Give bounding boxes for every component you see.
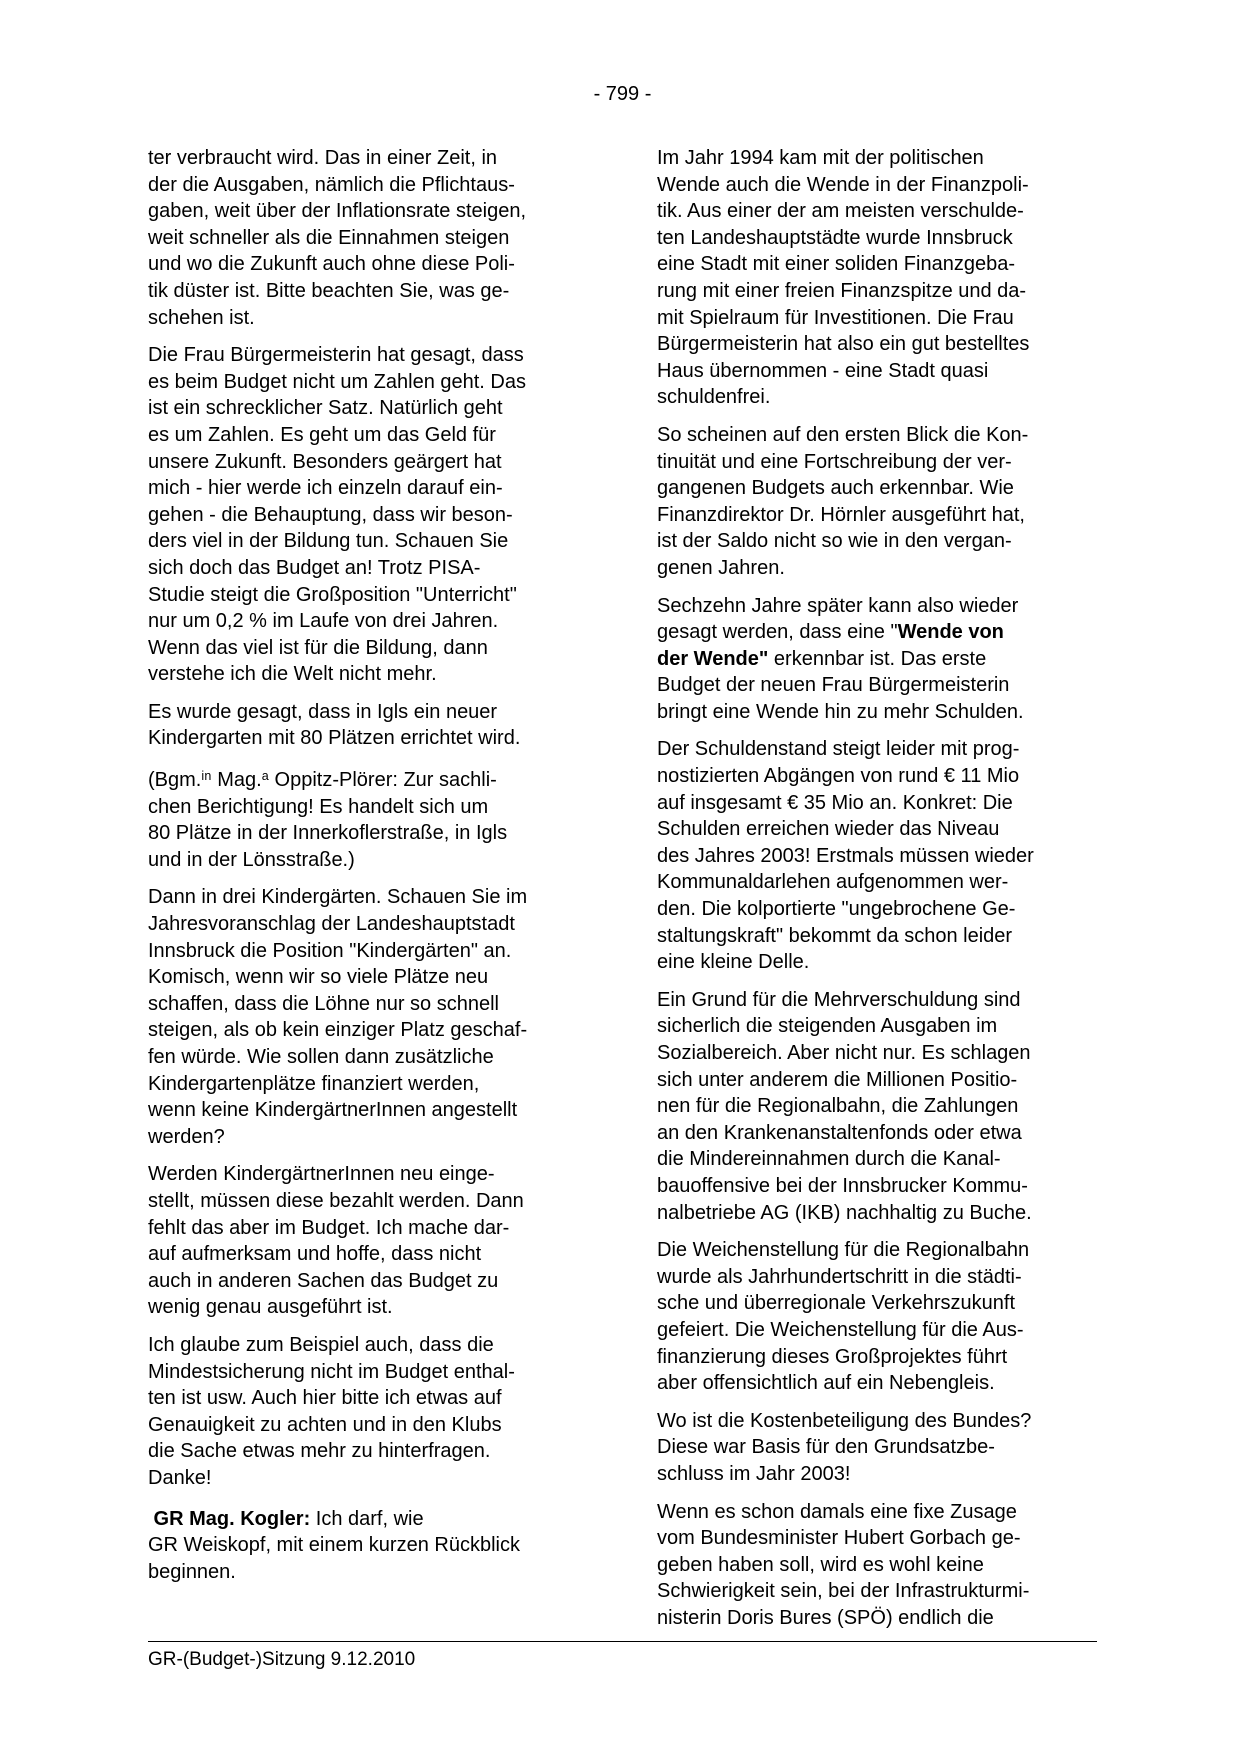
text-run: es beim Budget nicht um Zahlen geht. Das (148, 370, 526, 393)
text-run: Die Weichenstellung für die Regionalbahn (657, 1239, 1030, 1262)
text-line (657, 1067, 1094, 1094)
text-run: bauoffensive bei der Innsbrucker Kommu- (657, 1174, 1028, 1197)
text-line (657, 1525, 1094, 1552)
text-line (657, 1434, 1094, 1461)
text-columns (148, 145, 1094, 1642)
text-run: steigen, als ob kein einziger Platz geschaf- (148, 1019, 528, 1042)
text-line (148, 763, 585, 794)
text-run: Ich glaube zum Beispiel auch, dass die (148, 1333, 494, 1356)
text-line (148, 1332, 585, 1359)
text-line (148, 608, 585, 635)
text-run: sich doch das Budget an! Trotz PISA- (148, 556, 481, 579)
text-line (148, 964, 585, 991)
text-line (148, 449, 585, 476)
text-line (657, 384, 1094, 411)
text-line (148, 395, 585, 422)
text-line (148, 1071, 585, 1098)
bold-text-run: GR Mag. Kogler: (148, 1507, 311, 1530)
text-run: aber offensichtlich auf ein Nebengleis. (657, 1372, 995, 1395)
text-line (657, 923, 1094, 950)
text-run: fen würde. Wie sollen dann zusätzliche (148, 1046, 494, 1068)
text-run: und wo die Zukunft auch ohne diese Poli- (148, 253, 515, 276)
bold-text-run: der Wende" (657, 647, 769, 670)
text-line (148, 699, 585, 726)
text-line (657, 736, 1094, 763)
text-line (148, 145, 585, 172)
text-run: auf insgesamt € 35 Mio an. Konkret: Die (657, 791, 1013, 814)
text-run: Ich darf, wie (310, 1507, 424, 1530)
footer-session-label: GR-(Budget-)Sitzung 9.12.2010 (148, 1649, 416, 1670)
text-run: nen für die Regionalbahn, die Zahlungen (657, 1095, 1019, 1118)
text-run: Mag. (211, 769, 262, 792)
text-line (657, 1264, 1094, 1291)
text-line (148, 1385, 585, 1412)
text-run: schuldenfrei. (657, 386, 771, 409)
text-line (148, 422, 585, 449)
text-run: gangenen Budgets auch erkennbar. Wie (657, 477, 1014, 500)
text-line (148, 1412, 585, 1439)
text-line (657, 198, 1094, 225)
paragraph (148, 699, 585, 752)
text-line (148, 251, 585, 278)
paragraph (657, 1499, 1094, 1632)
text-run: Es wurde gesagt, dass in Igls ein neuer (148, 700, 498, 723)
text-run: an den Krankenanstaltenfonds oder etwa (657, 1121, 1022, 1144)
text-line (148, 1188, 585, 1215)
text-line (657, 699, 1094, 726)
text-line (657, 1317, 1094, 1344)
text-run: geben haben soll, wird es wohl keine (657, 1553, 984, 1576)
text-line (657, 1173, 1094, 1200)
text-run: chen Berichtigung! Es handelt sich um (148, 795, 489, 818)
text-line (657, 1552, 1094, 1579)
text-line (657, 502, 1094, 529)
text-run: unsere Zukunft. Besonders geärgert hat (148, 450, 502, 473)
text-run: Oppitz-Plörer: Zur sachli- (268, 769, 497, 792)
text-run: Dann in drei Kindergärten. Schauen Sie im (148, 886, 528, 909)
text-line (657, 225, 1094, 252)
text-line (657, 331, 1094, 358)
text-line (657, 869, 1094, 896)
text-line (148, 278, 585, 305)
text-run: stellt, müssen diese bezahlt werden. Dann (148, 1189, 524, 1212)
text-line (657, 1408, 1094, 1435)
text-line (657, 1370, 1094, 1397)
text-run: ders viel in der Bildung tun. Schauen Sie (148, 530, 509, 553)
superscript-run: a (261, 769, 269, 784)
text-run: wurde als Jahrhundertschritt in die städti- (657, 1265, 1022, 1288)
text-line (148, 911, 585, 938)
text-line (148, 555, 585, 582)
text-run: Der Schuldenstand steigt leider mit prog- (657, 738, 1020, 761)
text-line (148, 1124, 585, 1151)
text-line (657, 528, 1094, 555)
text-line (148, 528, 585, 555)
text-run: des Jahres 2003! Erstmals müssen wieder (657, 844, 1034, 867)
paragraph (148, 1161, 585, 1321)
text-run: Kindergartenplätze finanziert werden, (148, 1072, 480, 1095)
text-run: GR Weiskopf, mit einem kurzen Rückblick (148, 1534, 520, 1557)
text-run: erkennbar ist. Das erste (768, 647, 987, 670)
text-run: gaben, weit über der Inflationsrate steigen, (148, 200, 527, 223)
text-line (657, 172, 1094, 199)
text-run: Die Frau Bürgermeisterin hat gesagt, dass (148, 344, 524, 367)
text-line (148, 198, 585, 225)
text-run: So scheinen auf den ersten Blick die Kon- (657, 423, 1029, 446)
text-line (657, 1461, 1094, 1488)
text-run: Im Jahr 1994 kam mit der politischen (657, 147, 984, 169)
text-run: schaffen, dass die Löhne nur so schnell (148, 992, 499, 1015)
text-run: Ein Grund für die Mehrverschuldung sind (657, 988, 1021, 1011)
paragraph (148, 763, 585, 873)
text-run: auf aufmerksam und hoffe, dass nicht (148, 1243, 482, 1266)
text-line (148, 502, 585, 529)
text-line (657, 843, 1094, 870)
text-run: Innsbruck die Position "Kindergärten" an. (148, 939, 512, 962)
text-run: nisterin Doris Bures (SPÖ) endlich die (657, 1606, 994, 1629)
text-line (657, 1578, 1094, 1605)
text-run: gehen - die Behauptung, dass wir beson- (148, 503, 513, 526)
text-run: nalbetriebe AG (IKB) nachhaltig zu Buche. (657, 1201, 1032, 1224)
text-line (657, 1344, 1094, 1371)
text-run: Komisch, wenn wir so viele Plätze neu (148, 966, 489, 989)
text-run: genen Jahren. (657, 556, 785, 579)
text-run: Mindestsicherung nicht im Budget enthal- (148, 1360, 515, 1383)
text-line (657, 790, 1094, 817)
text-run: tinuität und eine Fortschreibung der ver- (657, 450, 1012, 473)
text-run: gefeiert. Die Weichenstellung für die Aus- (657, 1318, 1024, 1341)
text-line (148, 582, 585, 609)
text-line (148, 1268, 585, 1295)
text-line (148, 1215, 585, 1242)
text-run: Genauigkeit zu achten und in den Klubs (148, 1413, 502, 1436)
text-run: ter verbraucht wird. Das in einer Zeit, in (148, 147, 498, 169)
paragraph (657, 145, 1094, 411)
text-run: sche und überregionale Verkehrszukunft (657, 1292, 1016, 1315)
text-line (657, 475, 1094, 502)
text-run: vom Bundesminister Hubert Gorbach ge- (657, 1527, 1021, 1550)
text-run: Kommunaldarlehen aufgenommen wer- (657, 871, 1009, 894)
text-line (148, 635, 585, 662)
text-run: Schwierigkeit sein, bei der Infrastrukturmi- (657, 1580, 1030, 1603)
text-column-left (148, 145, 585, 1642)
text-line (148, 1465, 585, 1492)
text-run: tik düster ist. Bitte beachten Sie, was ge- (148, 279, 510, 302)
text-run: mich - hier werde ich einzeln darauf ein- (148, 477, 503, 500)
text-run: (Bgm. (148, 769, 202, 792)
paragraph (657, 422, 1094, 582)
text-line (148, 661, 585, 688)
text-line (657, 278, 1094, 305)
text-line (148, 1241, 585, 1268)
text-run: ten ist usw. Auch hier bitte ich etwas auf (148, 1387, 502, 1410)
paragraph (148, 1332, 585, 1492)
paragraph (657, 1237, 1094, 1397)
text-line (148, 794, 585, 821)
text-run: schehen ist. (148, 306, 255, 329)
text-run: Studie steigt die Großposition "Unterricht" (148, 583, 517, 606)
superscript-run: in (201, 769, 212, 784)
text-run: gesagt werden, dass eine " (657, 621, 898, 644)
text-line (148, 991, 585, 1018)
text-run: Budget der neuen Frau Bürgermeisterin (657, 674, 1010, 697)
text-line (148, 342, 585, 369)
text-line (657, 1013, 1094, 1040)
text-line (148, 938, 585, 965)
paragraph (657, 987, 1094, 1226)
text-run: Kindergarten mit 80 Plätzen errichtet wird. (148, 727, 521, 750)
text-line (657, 555, 1094, 582)
text-run: Bürgermeisterin hat also ein gut bestelltes (657, 333, 1030, 356)
text-run: tik. Aus einer der am meisten verschulde- (657, 200, 1024, 223)
text-run: wenig genau ausgeführt ist. (148, 1296, 393, 1319)
text-run: Wenn das viel ist für die Bildung, dann (148, 636, 488, 659)
text-run: rung mit einer freien Finanzspitze und da- (657, 279, 1027, 302)
text-run: der die Ausgaben, nämlich die Pflichtaus- (148, 173, 515, 196)
text-run: Wo ist die Kostenbeteiligung des Bundes? (657, 1409, 1032, 1432)
text-line (148, 1017, 585, 1044)
text-line (657, 1200, 1094, 1227)
text-line (657, 1120, 1094, 1147)
paragraph (657, 593, 1094, 726)
text-run: Sozialbereich. Aber nicht nur. Es schlagen (657, 1042, 1031, 1064)
text-line (148, 1294, 585, 1321)
text-run: die Sache etwas mehr zu hinterfragen. (148, 1440, 491, 1463)
bold-text-run: Wende von (897, 621, 1004, 644)
text-line (148, 1438, 585, 1465)
text-run: werden? (148, 1125, 225, 1148)
text-line (148, 475, 585, 502)
text-line (148, 847, 585, 874)
text-run: eine kleine Delle. (657, 951, 810, 974)
text-line (148, 820, 585, 847)
text-run: fehlt das aber im Budget. Ich mache dar- (148, 1216, 510, 1239)
text-line (657, 987, 1094, 1014)
text-run: Schulden erreichen wieder das Niveau (657, 818, 1000, 841)
paragraph (148, 884, 585, 1150)
text-line (657, 1146, 1094, 1173)
text-run: ist ein schrecklicher Satz. Natürlich geht (148, 397, 503, 420)
text-line (657, 358, 1094, 385)
text-run: Jahresvoranschlag der Landeshauptstadt (148, 913, 515, 936)
text-run: schluss im Jahr 2003! (657, 1462, 851, 1485)
text-run: verstehe ich die Welt nicht mehr. (148, 663, 437, 686)
text-run: sich unter anderem die Millionen Positio- (657, 1068, 1018, 1091)
text-line (148, 1532, 585, 1559)
text-line (148, 725, 585, 752)
text-run: Wenn es schon damals eine fixe Zusage (657, 1500, 1017, 1523)
text-run: beginnen. (148, 1560, 236, 1583)
text-line (657, 593, 1094, 620)
text-run: ist der Saldo nicht so wie in den vergan- (657, 530, 1012, 553)
text-line (657, 619, 1094, 646)
text-run: ten Landeshauptstädte wurde Innsbruck (657, 226, 1013, 249)
text-run: staltungskraft" bekommt da schon leider (657, 924, 1013, 947)
paragraph (148, 1506, 585, 1586)
text-run: Diese war Basis für den Grundsatzbe- (657, 1436, 995, 1459)
text-run: 80 Plätze in der Innerkoflerstraße, in Igls (148, 822, 508, 845)
text-run: es um Zahlen. Es geht um das Geld für (148, 423, 496, 446)
text-run: Sechzehn Jahre später kann also wieder (657, 594, 1019, 617)
text-line (148, 1506, 585, 1533)
footer-divider (148, 1641, 1097, 1642)
paragraph (148, 145, 585, 331)
text-run: Haus übernommen - eine Stadt quasi (657, 359, 989, 382)
text-run: den. Die kolportierte "ungebrochene Ge- (657, 898, 1016, 921)
text-run: auch in anderen Sachen das Budget zu (148, 1269, 499, 1292)
text-line (148, 884, 585, 911)
text-run: nur um 0,2 % im Laufe von drei Jahren. (148, 610, 499, 633)
text-run: die Mindereinnahmen durch die Kanal- (657, 1148, 1001, 1171)
text-line (657, 251, 1094, 278)
text-run: und in der Lönsstraße.) (148, 848, 355, 871)
text-line (657, 449, 1094, 476)
text-run: sicherlich die steigenden Ausgaben im (657, 1015, 998, 1038)
text-line (148, 369, 585, 396)
text-line (657, 1605, 1094, 1632)
text-line (148, 1359, 585, 1386)
text-line (657, 646, 1094, 673)
text-run: weit schneller als die Einnahmen steigen (148, 226, 510, 249)
text-run: mit Spielraum für Investitionen. Die Frau (657, 306, 1014, 329)
text-run: bringt eine Wende hin zu mehr Schulden. (657, 700, 1024, 723)
text-run: wenn keine KindergärtnerInnen angestellt (148, 1099, 518, 1122)
text-line (657, 672, 1094, 699)
text-run: eine Stadt mit einer soliden Finanzgeba- (657, 253, 1015, 276)
page-number: - 799 - (593, 83, 652, 105)
paragraph (657, 736, 1094, 975)
text-line (657, 896, 1094, 923)
text-line (657, 1290, 1094, 1317)
text-line (148, 1161, 585, 1188)
text-line (657, 422, 1094, 449)
text-run: Wende auch die Wende in der Finanzpoli- (657, 173, 1029, 196)
paragraph (657, 1408, 1094, 1488)
text-line (657, 763, 1094, 790)
text-line (148, 1097, 585, 1124)
text-run: Finanzdirektor Dr. Hörnler ausgeführt hat, (657, 503, 1025, 526)
text-line (148, 172, 585, 199)
text-line (657, 1237, 1094, 1264)
text-run: Danke! (148, 1466, 212, 1489)
text-line (657, 949, 1094, 976)
text-line (657, 305, 1094, 332)
text-line (148, 305, 585, 332)
text-line (148, 225, 585, 252)
text-line (657, 145, 1094, 172)
text-line (657, 1499, 1094, 1526)
text-run: Werden KindergärtnerInnen neu einge- (148, 1163, 495, 1186)
text-line (657, 1093, 1094, 1120)
text-run: nostizierten Abgängen von rund € 11 Mio (657, 765, 1020, 788)
text-line (657, 816, 1094, 843)
text-line (657, 1040, 1094, 1067)
paragraph (148, 342, 585, 688)
text-column-right (657, 145, 1094, 1642)
text-line (148, 1559, 585, 1586)
text-run: finanzierung dieses Großprojektes führt (657, 1345, 1008, 1368)
text-line (148, 1044, 585, 1071)
